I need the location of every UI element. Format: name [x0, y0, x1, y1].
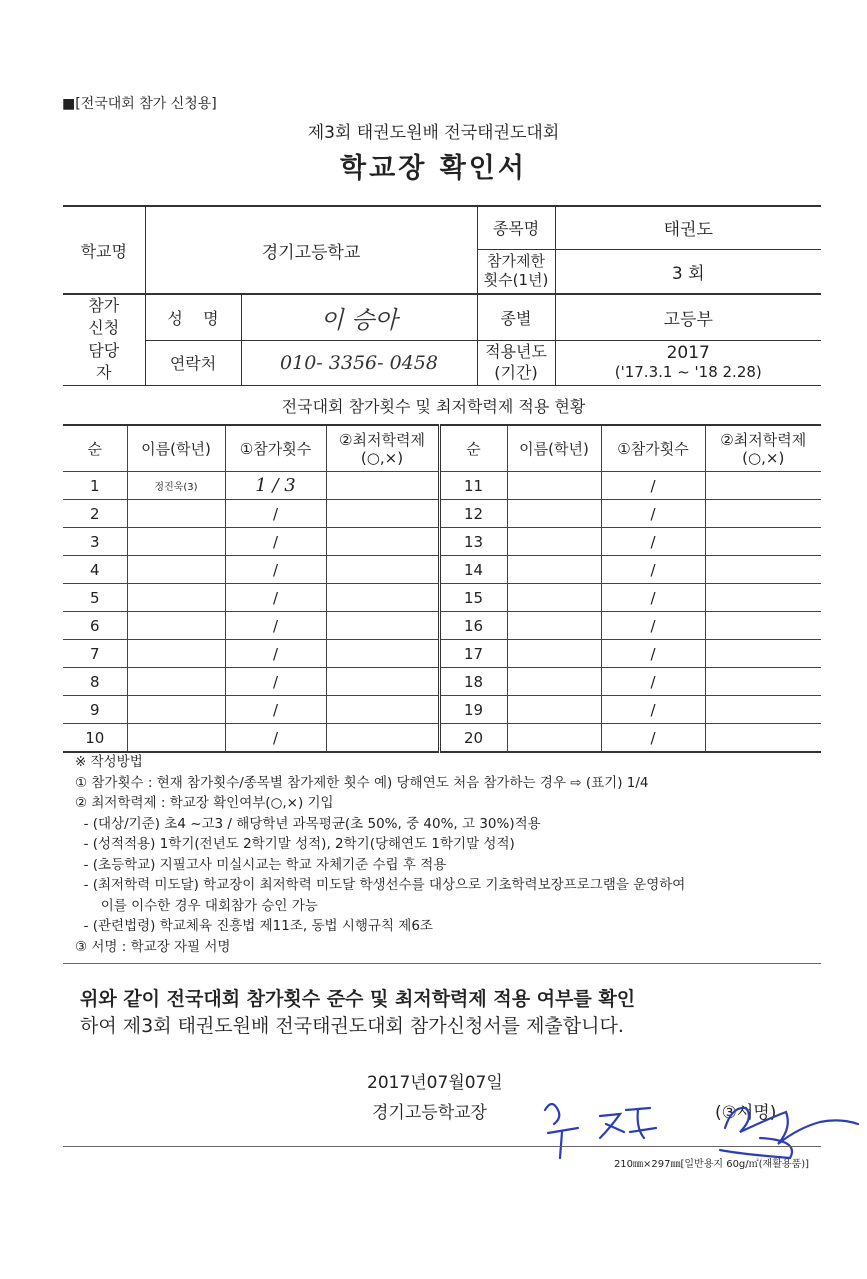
min-academic: [705, 556, 821, 584]
note-line: ① 참가횟수 : 현재 참가횟수/종목별 참가제한 횟수 예) 당해연도 처음 참가하는 경우 ⇨ (표기) 1/4: [75, 774, 649, 791]
division-value: 고등부: [555, 294, 821, 341]
row-number: 4: [63, 556, 127, 584]
row-number: 7: [63, 640, 127, 668]
info-table: [63, 205, 821, 386]
year-value: 2017: [666, 343, 710, 364]
student-name: [507, 668, 601, 696]
contact-value: 010- 3356- 0458: [241, 341, 477, 386]
table-header-row: [63, 425, 821, 472]
row-number: 8: [63, 668, 127, 696]
participation-count: /: [601, 640, 705, 668]
name-value: 이 승아: [241, 294, 477, 341]
student-name: [507, 724, 601, 753]
declaration: [80, 986, 820, 1040]
student-name: [127, 724, 225, 753]
participation-table: [63, 424, 821, 753]
student-name: [507, 584, 601, 612]
note-line: - (최저학력 미도달) 학교장이 최저학력 미도달 학생선수를 대상으로 기초학력보장프로그램을 운영하여: [75, 877, 686, 893]
section-title: 전국대회 참가횟수 및 최저학력제 적용 현황: [281, 397, 586, 416]
min-academic: [326, 528, 439, 556]
col-count: ①참가횟수: [601, 425, 705, 472]
row-number: 12: [439, 500, 507, 528]
note-line: - (성적적용) 1학기(전년도 2학기말 성적), 2학기(당해연도 1학기말 성적): [75, 836, 515, 852]
student-name: [507, 472, 601, 500]
manager-label: 참가 신청 담당자: [63, 294, 145, 385]
min-academic: [326, 640, 439, 668]
col-min: ②최저학력제 (○,×): [705, 425, 821, 472]
student-name: [127, 528, 225, 556]
participation-count: /: [601, 584, 705, 612]
name-label: 성 명: [145, 294, 241, 341]
row-number: 11: [439, 472, 507, 500]
table-row: [63, 724, 821, 753]
participation-count: /: [225, 668, 326, 696]
min-academic: [705, 500, 821, 528]
table-row: [63, 612, 821, 640]
school-label: 학교명: [63, 206, 145, 294]
table-row: [63, 472, 821, 500]
participation-count: /: [601, 696, 705, 724]
signature-label: (③서명): [715, 1103, 777, 1123]
event-label: 종목명: [477, 206, 555, 249]
min-academic: [326, 724, 439, 753]
min-academic: [705, 696, 821, 724]
min-academic: [326, 556, 439, 584]
participation-count: /: [225, 724, 326, 753]
row-number: 16: [439, 612, 507, 640]
participation-count: 1 / 3: [225, 472, 326, 500]
row-number: 17: [439, 640, 507, 668]
student-name: [507, 696, 601, 724]
col-count: ①참가횟수: [225, 425, 326, 472]
event-subtitle: 제3회 태권도원배 전국태권도대회: [307, 123, 560, 143]
principal-title: 경기고등학교장: [372, 1103, 487, 1123]
participation-count: /: [601, 500, 705, 528]
row-number: 3: [63, 528, 127, 556]
min-academic: [705, 724, 821, 753]
row-number: 9: [63, 696, 127, 724]
student-name: [127, 556, 225, 584]
row-number: 2: [63, 500, 127, 528]
paper-spec: 210㎜×297㎜[일반용지 60g/㎡(재활용품)]: [613, 1159, 809, 1170]
participation-count: /: [225, 696, 326, 724]
row-number: 14: [439, 556, 507, 584]
min-academic: [705, 472, 821, 500]
min-academic: [705, 528, 821, 556]
col-name: 이름(학년): [127, 425, 225, 472]
year-label: 적용년도 (기간): [477, 341, 555, 386]
year-period: ('17.3.1 ~ '18 2.28): [614, 362, 762, 381]
participation-count: /: [601, 668, 705, 696]
note-line: ② 최저학력제 : 학교장 확인여부(○,×) 기입: [75, 795, 334, 811]
note-line: ※ 작성방법: [75, 754, 143, 770]
participation-count: /: [225, 640, 326, 668]
student-name: [507, 612, 601, 640]
participation-count: /: [601, 724, 705, 753]
note-line: - (대상/기준) 초4 ~고3 / 해당학년 과목평균(초 50%, 중 40%, 고 30%)적용: [75, 815, 541, 832]
divider: [63, 963, 821, 964]
row-number: 18: [439, 668, 507, 696]
page-title: 학교장 확인서: [340, 153, 527, 184]
student-name: [127, 584, 225, 612]
form-tag: ■[전국대회 참가 신청용]: [62, 96, 217, 112]
student-name: [507, 500, 601, 528]
participation-count: /: [601, 528, 705, 556]
declaration-line-1: 위와 같이 전국대회 참가횟수 준수 및 최저학력제 적용 여부를 확인: [80, 988, 636, 1010]
min-academic: [705, 668, 821, 696]
participation-count: /: [225, 528, 326, 556]
limit-label: 참가제한 횟수(1년): [477, 249, 555, 294]
student-name: [127, 612, 225, 640]
min-academic: [326, 472, 439, 500]
student-name: [127, 500, 225, 528]
participation-count: /: [225, 584, 326, 612]
row-number: 5: [63, 584, 127, 612]
min-academic: [326, 500, 439, 528]
min-academic: [326, 612, 439, 640]
table-row: [63, 556, 821, 584]
row-number: 15: [439, 584, 507, 612]
table-row: [63, 640, 821, 668]
instructions: [75, 752, 835, 957]
participation-count: /: [225, 500, 326, 528]
school-value: 경기고등학교: [145, 206, 477, 294]
declaration-line-2: 하여 제3회 태권도원배 전국태권도대회 참가신청서를 제출합니다.: [80, 1015, 624, 1037]
student-name: [127, 696, 225, 724]
note-line: 이를 이수한 경우 대회참가 승인 가능: [75, 897, 318, 914]
row-number: 13: [439, 528, 507, 556]
note-line: - (초등학교) 지필고사 미실시교는 학교 자체기준 수립 후 적용: [75, 856, 447, 873]
table-row: [63, 500, 821, 528]
row-number: 1: [63, 472, 127, 500]
table-row: [63, 528, 821, 556]
min-academic: [705, 612, 821, 640]
min-academic: [326, 668, 439, 696]
division-label: 종별: [477, 294, 555, 341]
note-line: ③ 서명 : 학교장 자필 서명: [75, 938, 231, 955]
table-row: [63, 668, 821, 696]
min-academic: [326, 696, 439, 724]
participation-count: /: [225, 612, 326, 640]
min-academic: [705, 584, 821, 612]
participation-count: /: [601, 556, 705, 584]
event-value: 태권도: [555, 206, 821, 249]
row-number: 19: [439, 696, 507, 724]
student-name: [127, 668, 225, 696]
participation-count: /: [601, 612, 705, 640]
note-line: - (관련법령) 학교체육 진흥법 제11조, 동법 시행규칙 제6조: [75, 918, 433, 934]
student-name: [507, 528, 601, 556]
student-name: 정진욱(3): [127, 472, 225, 500]
min-academic: [326, 584, 439, 612]
student-name: [127, 640, 225, 668]
participation-count: /: [601, 472, 705, 500]
principal-signature: [540, 1088, 860, 1163]
bottom-divider: [63, 1146, 821, 1147]
student-name: [507, 640, 601, 668]
col-no: 순: [63, 425, 127, 472]
table-row: [63, 696, 821, 724]
row-number: 6: [63, 612, 127, 640]
contact-label: 연락처: [145, 341, 241, 386]
year-cell: [555, 341, 821, 386]
col-no: 순: [439, 425, 507, 472]
limit-value: 3 회: [555, 249, 821, 294]
col-name: 이름(학년): [507, 425, 601, 472]
row-number: 10: [63, 724, 127, 753]
col-min: ②최저학력제 (○,×): [326, 425, 439, 472]
row-number: 20: [439, 724, 507, 753]
student-name: [507, 556, 601, 584]
participation-count: /: [225, 556, 326, 584]
submission-date: 2017년07월07일: [367, 1073, 503, 1093]
min-academic: [705, 640, 821, 668]
table-row: [63, 584, 821, 612]
